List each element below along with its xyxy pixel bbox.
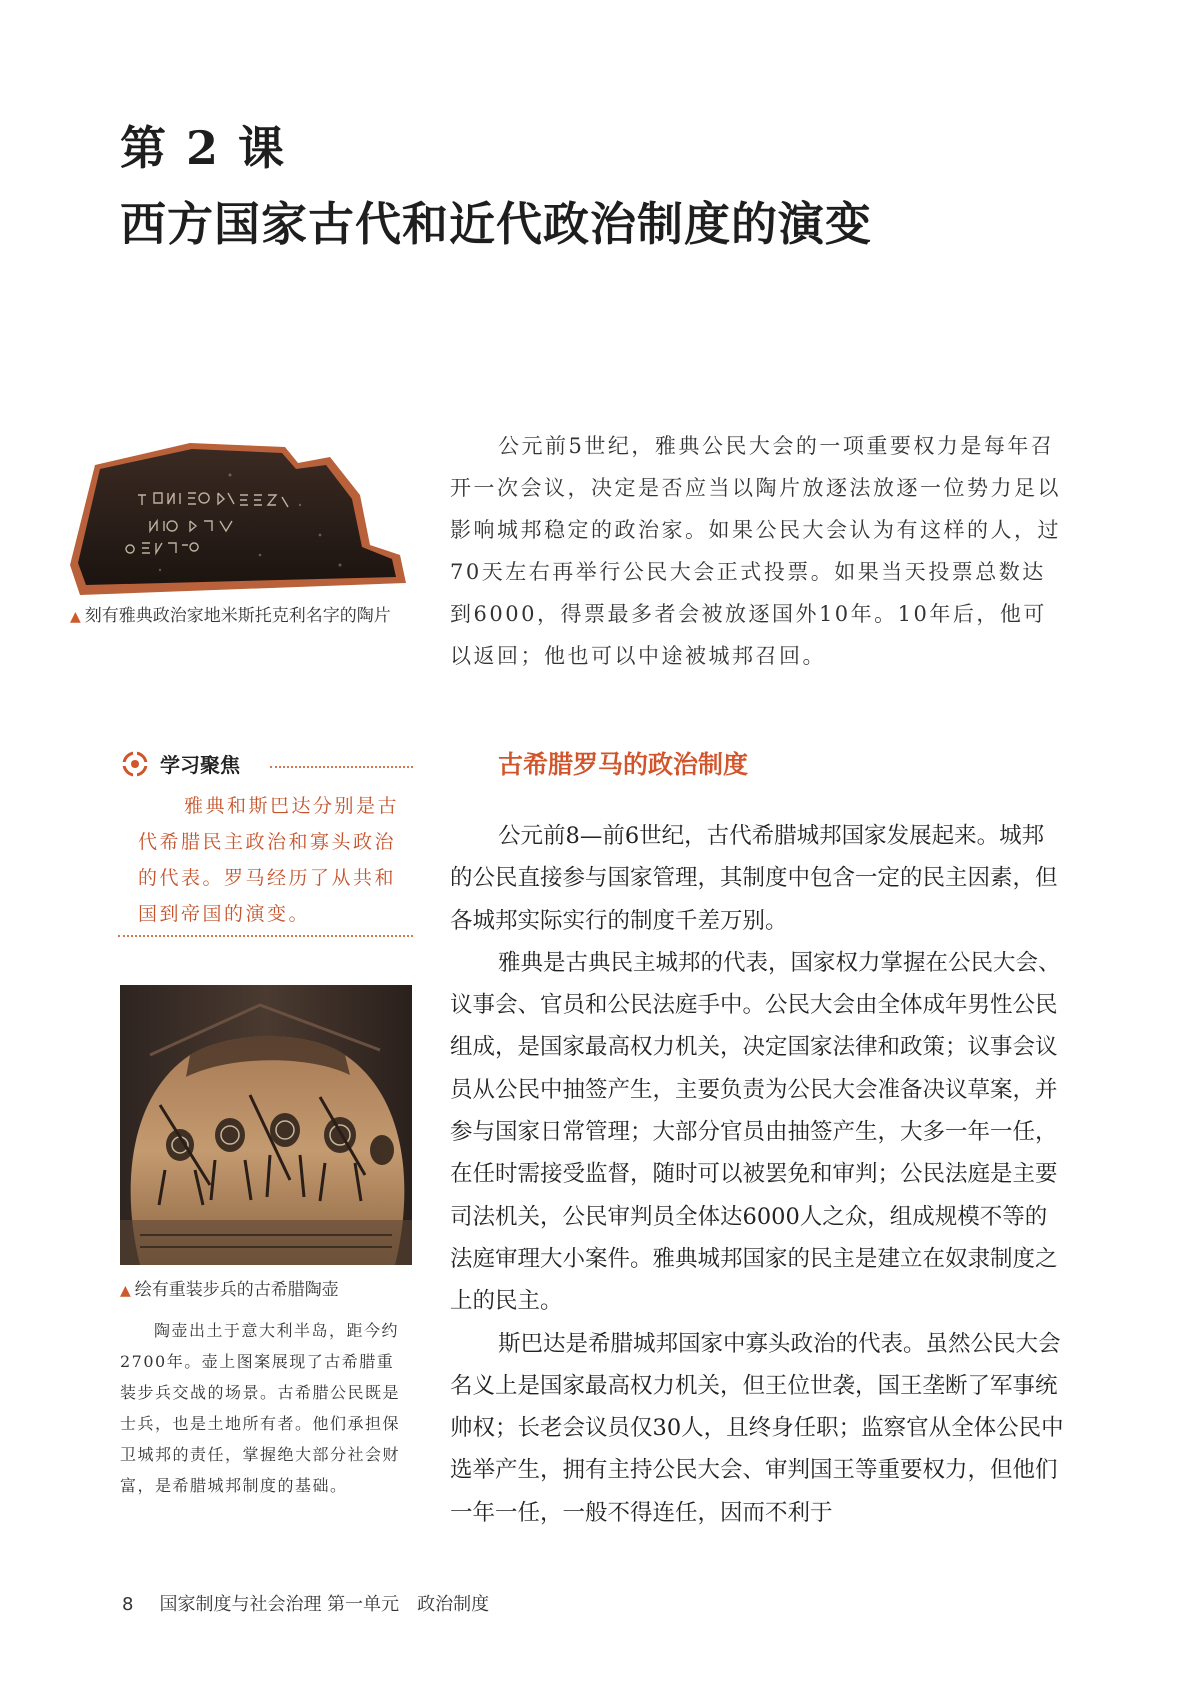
body-paragraph: 斯巴达是希腊城邦国家中寡头政治的代表。虽然公民大会名义上是国家最高权力机关，但王位世袭，国王垄断了军事统帅权；长老会议员仅30人，且终身任职；监察官从全体公民中选举产生，拥有主持公民大会、审判国王等重要权力，但他们一年一任，一般不得连任，因而不利于 [450,1330,1064,1526]
footer-text: 国家制度与社会治理 第一单元 政治制度 [159,1594,490,1615]
shard-caption [70,601,415,632]
intro-paragraph [450,425,1065,677]
page-footer [122,1590,489,1616]
lesson-number: 第 2 课 [120,121,287,175]
caption-triangle-icon: ▲ [70,609,81,625]
learning-focus-header [118,747,413,781]
body-paragraph: 雅典是古典民主城邦的代表，国家权力掌握在公民大会、议事会、官员和公民法庭手中。公民大会由全体成年男性公民组成，是国家最高权力机关，决定国家法律和政策；议事会议员从公民中抽签产生，主要负责为公民大会准备决议草案，并参与国家日常管理；大部分官员由抽签产生，大多一年一任，在任时需接受监督，随时可以被罢免和审判；公民法庭是主要司法机关，公民审判员全体达6000人之众，组成规模不等的法庭审理大小案件。雅典城邦国家的民主是建立在奴隶制度之上的民主。 [450,949,1061,1315]
focus-target-icon [122,751,148,777]
focus-divider-top [270,766,413,768]
caption-triangle-icon: ▲ [120,1283,131,1299]
learning-focus-text: 雅典和斯巴达分别是古代希腊民主政治和寡头政治的代表。罗马经历了从共和国到帝国的演变。 [138,795,400,925]
learning-focus-title: 学习聚焦 [160,753,240,777]
vase-caption [120,1275,415,1306]
page-number: 8 [122,1594,134,1615]
vase-note: 陶壶出土于意大利半岛，距今约2700年。壶上图案展现了古希腊重装步兵交战的场景。古希腊公民既是士兵，也是土地所有者。他们承担保卫城邦的责任，掌握绝大部分社会财富，是希腊城邦制度的基础。 [120,1321,401,1495]
shard-caption-text: 刻有雅典政治家地米斯托克利名字的陶片 [84,606,391,626]
body-paragraph: 公元前8—前6世纪，古代希腊城邦国家发展起来。城邦的公民直接参与国家管理，其制度中包含一定的民主因素，但各城邦实际实行的制度千差万别。 [450,823,1058,934]
intro-text: 公元前5世纪，雅典公民大会的一项重要权力是每年召开一次会议，决定是否应当以陶片放逐法放逐一位势力足以影响城邦稳定的政治家。如果公民大会认为有这样的人，过70天左右再举行公民大会正式投票。如果当天投票总数达到6000，得票最多者会被放逐国外10年。10年后，他可以返回；他也可以中途被城邦召回。 [450,434,1061,668]
hoplite-vase-image [120,985,412,1265]
focus-divider-bottom [118,935,413,937]
vase-caption-text: 绘有重装步兵的古希腊陶壶 [134,1280,339,1300]
section-heading: 古希腊罗马的政治制度 [498,750,749,779]
section-body [450,815,1065,1534]
ostracon-image [70,435,410,595]
lesson-title: 西方国家古代和近代政治制度的演变 [120,197,872,251]
